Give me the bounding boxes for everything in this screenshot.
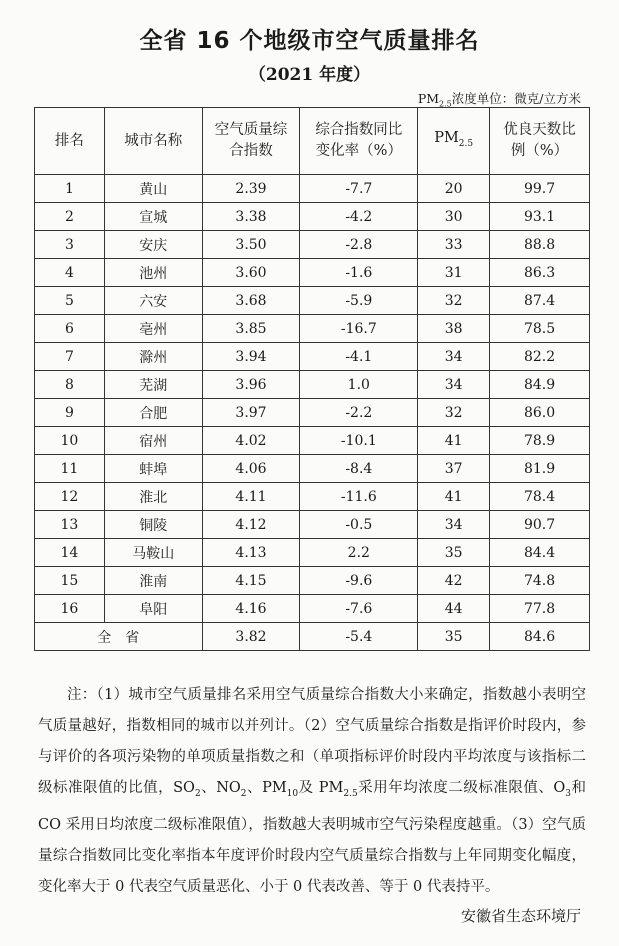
cell-good: 78.4 (490, 483, 590, 511)
cell-total-index: 3.82 (202, 623, 300, 651)
cell-index: 2.39 (202, 175, 300, 203)
table-row (35, 259, 590, 287)
table-row (35, 455, 590, 483)
header-pm-main: PM (434, 129, 459, 146)
cell-change: -9.6 (300, 567, 418, 595)
footnote-sep: 、 (200, 780, 217, 796)
cell-index: 4.16 (202, 595, 300, 623)
cell-city: 淮南 (104, 567, 202, 595)
table-row (35, 567, 590, 595)
footnote-pm10: PM (262, 780, 287, 796)
cell-good: 78.5 (490, 315, 590, 343)
cell-city: 池州 (104, 259, 202, 287)
cell-city: 合肥 (104, 399, 202, 427)
cell-change: -1.6 (300, 259, 418, 287)
cell-good: 74.8 (490, 567, 590, 595)
page-subtitle: （2021 年度） (248, 65, 371, 85)
cell-rank: 11 (35, 455, 105, 483)
cell-rank: 9 (35, 399, 105, 427)
cell-pm25: 33 (418, 231, 490, 259)
header-change (300, 108, 418, 175)
header-good-line2: 例（%） (510, 143, 569, 159)
table-row (35, 175, 590, 203)
cell-change: 1.0 (300, 371, 418, 399)
cell-good: 87.4 (490, 287, 590, 315)
cell-pm25: 44 (418, 595, 490, 623)
footnote-so2: SO (173, 780, 195, 796)
header-change-line1: 综合指数同比 (315, 122, 403, 138)
footnote-part-3: 和 CO 采用日均浓度二级标准限值），指数越大表明城市空气污染程度越重。（3）空气质量综合指数同比变化率指本年度评价时段内空气质量综合指数与上年同期变化幅度，变化率大于 0 代表空气质量恶化、小于 0 代表改善、等于 0 代表持平。 (38, 780, 587, 895)
cell-change: -11.6 (300, 483, 418, 511)
cell-good: 82.2 (490, 343, 590, 371)
cell-index: 4.13 (202, 539, 300, 567)
cell-good: 99.7 (490, 175, 590, 203)
cell-index: 4.12 (202, 511, 300, 539)
header-pm25 (418, 108, 490, 175)
cell-change: -5.9 (300, 287, 418, 315)
header-rank: 排名 (35, 108, 105, 175)
cell-pm25: 31 (418, 259, 490, 287)
cell-rank: 12 (35, 483, 105, 511)
cell-pm25: 41 (418, 483, 490, 511)
cell-index: 3.94 (202, 343, 300, 371)
cell-rank: 16 (35, 595, 105, 623)
table-row (35, 483, 590, 511)
cell-index: 3.38 (202, 203, 300, 231)
footnote-o3-sub: 3 (565, 788, 572, 799)
footnote-sep: 、 (246, 780, 263, 796)
cell-pm25: 34 (418, 511, 490, 539)
table-row (35, 315, 590, 343)
cell-good: 77.8 (490, 595, 590, 623)
table-total-row (35, 623, 590, 651)
table-row (35, 399, 590, 427)
footnote-so2-sub: 2 (194, 788, 201, 799)
cell-change: -2.2 (300, 399, 418, 427)
cell-pm25: 32 (418, 287, 490, 315)
cell-change: -16.7 (300, 315, 418, 343)
cell-change: -4.2 (300, 203, 418, 231)
cell-pm25: 20 (418, 175, 490, 203)
header-good-days (490, 108, 590, 175)
unit-suffix: 浓度单位：微克/立方米 (451, 91, 581, 106)
cell-index: 3.85 (202, 315, 300, 343)
cell-change: -7.6 (300, 595, 418, 623)
cell-pm25: 37 (418, 455, 490, 483)
cell-city: 安庆 (104, 231, 202, 259)
cell-change: -10.1 (300, 427, 418, 455)
footnote-and: 及 (298, 780, 319, 796)
footnote-part-1: 注：（1）城市空气质量排名采用空气质量综合指数大小来确定，指数越小表明空气质量越好，指数相同的城市以并列计。（2）空气质量综合指数是指评价时段内，参与评价的各项污染物的单项质量指数之和（单项指标评价时段内平均浓度与该指标二级标准限值的比值， (38, 687, 586, 796)
header-index-line2: 合指数 (229, 143, 273, 159)
cell-pm25: 34 (418, 371, 490, 399)
cell-total-label: 全 省 (35, 623, 203, 651)
cell-pm25: 35 (418, 539, 490, 567)
cell-index: 3.50 (202, 231, 300, 259)
table-row (35, 595, 590, 623)
table-row (35, 203, 590, 231)
table-header-row (35, 108, 590, 175)
cell-rank: 6 (35, 315, 105, 343)
header-index-line1: 空气质量综 (214, 122, 288, 138)
cell-change: -4.1 (300, 343, 418, 371)
cell-total-good: 84.6 (490, 623, 590, 651)
footnote-part-2: 采用年均浓度二级标准限值、 (357, 780, 554, 796)
cell-city: 黄山 (104, 175, 202, 203)
cell-change: -7.7 (300, 175, 418, 203)
cell-city: 阜阳 (104, 595, 202, 623)
footnote-paragraph (38, 680, 586, 903)
cell-rank: 8 (35, 371, 105, 399)
cell-good: 81.9 (490, 455, 590, 483)
cell-rank: 10 (35, 427, 105, 455)
header-change-line2: 变化率（%） (315, 143, 402, 159)
unit-sub: 2.5 (439, 99, 452, 109)
cell-good: 84.4 (490, 539, 590, 567)
cell-city: 芜湖 (104, 371, 202, 399)
header-pm-sub: 2.5 (458, 138, 474, 149)
cell-good: 84.9 (490, 371, 590, 399)
cell-good: 93.1 (490, 203, 590, 231)
cell-pm25: 32 (418, 399, 490, 427)
cell-rank: 3 (35, 231, 105, 259)
ranking-table (34, 107, 590, 651)
cell-city: 铜陵 (104, 511, 202, 539)
cell-city: 亳州 (104, 315, 202, 343)
cell-index: 3.96 (202, 371, 300, 399)
cell-pm25: 38 (418, 315, 490, 343)
cell-change: -0.5 (300, 511, 418, 539)
table-row (35, 511, 590, 539)
cell-city: 宿州 (104, 427, 202, 455)
header-city: 城市名称 (104, 108, 202, 175)
cell-city: 宣城 (104, 203, 202, 231)
table-row (35, 231, 590, 259)
footnote-no2: NO (216, 780, 241, 796)
footnote-no2-sub: 2 (240, 788, 247, 799)
cell-pm25: 30 (418, 203, 490, 231)
cell-pm25: 41 (418, 427, 490, 455)
cell-index: 4.11 (202, 483, 300, 511)
cell-total-pm25: 35 (418, 623, 490, 651)
cell-index: 3.97 (202, 399, 300, 427)
table-row (35, 539, 590, 567)
cell-good: 86.3 (490, 259, 590, 287)
cell-index: 4.06 (202, 455, 300, 483)
cell-index: 3.68 (202, 287, 300, 315)
cell-rank: 15 (35, 567, 105, 595)
footnote-pm10-sub: 10 (286, 788, 299, 799)
cell-rank: 5 (35, 287, 105, 315)
footnote-pm25-sub: 2.5 (343, 788, 358, 799)
table-row (35, 371, 590, 399)
cell-total-change: -5.4 (300, 623, 418, 651)
cell-city: 六安 (104, 287, 202, 315)
signature: 安徽省生态环境厅 (460, 907, 581, 925)
cell-change: -8.4 (300, 455, 418, 483)
cell-rank: 7 (35, 343, 105, 371)
cell-pm25: 42 (418, 567, 490, 595)
cell-index: 4.02 (202, 427, 300, 455)
unit-note (418, 89, 581, 109)
header-good-line1: 优良天数比 (503, 122, 576, 138)
cell-rank: 1 (35, 175, 105, 203)
cell-city: 马鞍山 (104, 539, 202, 567)
table-row (35, 287, 590, 315)
cell-city: 蚌埠 (104, 455, 202, 483)
footnote (38, 680, 586, 903)
footnote-o3: O (553, 780, 566, 796)
cell-rank: 4 (35, 259, 105, 287)
cell-city: 淮北 (104, 483, 202, 511)
cell-good: 90.7 (490, 511, 590, 539)
unit-prefix: PM (417, 91, 440, 106)
footnote-pm25: PM (318, 780, 344, 796)
cell-good: 86.0 (490, 399, 590, 427)
cell-index: 4.15 (202, 567, 300, 595)
cell-city: 滁州 (104, 343, 202, 371)
cell-pm25: 34 (418, 343, 490, 371)
cell-change: 2.2 (300, 539, 418, 567)
cell-rank: 14 (35, 539, 105, 567)
cell-index: 3.60 (202, 259, 300, 287)
cell-rank: 13 (35, 511, 105, 539)
cell-good: 88.8 (490, 231, 590, 259)
cell-rank: 2 (35, 203, 105, 231)
cell-good: 78.9 (490, 427, 590, 455)
table-row (35, 427, 590, 455)
header-index (202, 108, 300, 175)
cell-change: -2.8 (300, 231, 418, 259)
page-title: 全省 16 个地级市空气质量排名 (139, 28, 480, 54)
table-row (35, 343, 590, 371)
